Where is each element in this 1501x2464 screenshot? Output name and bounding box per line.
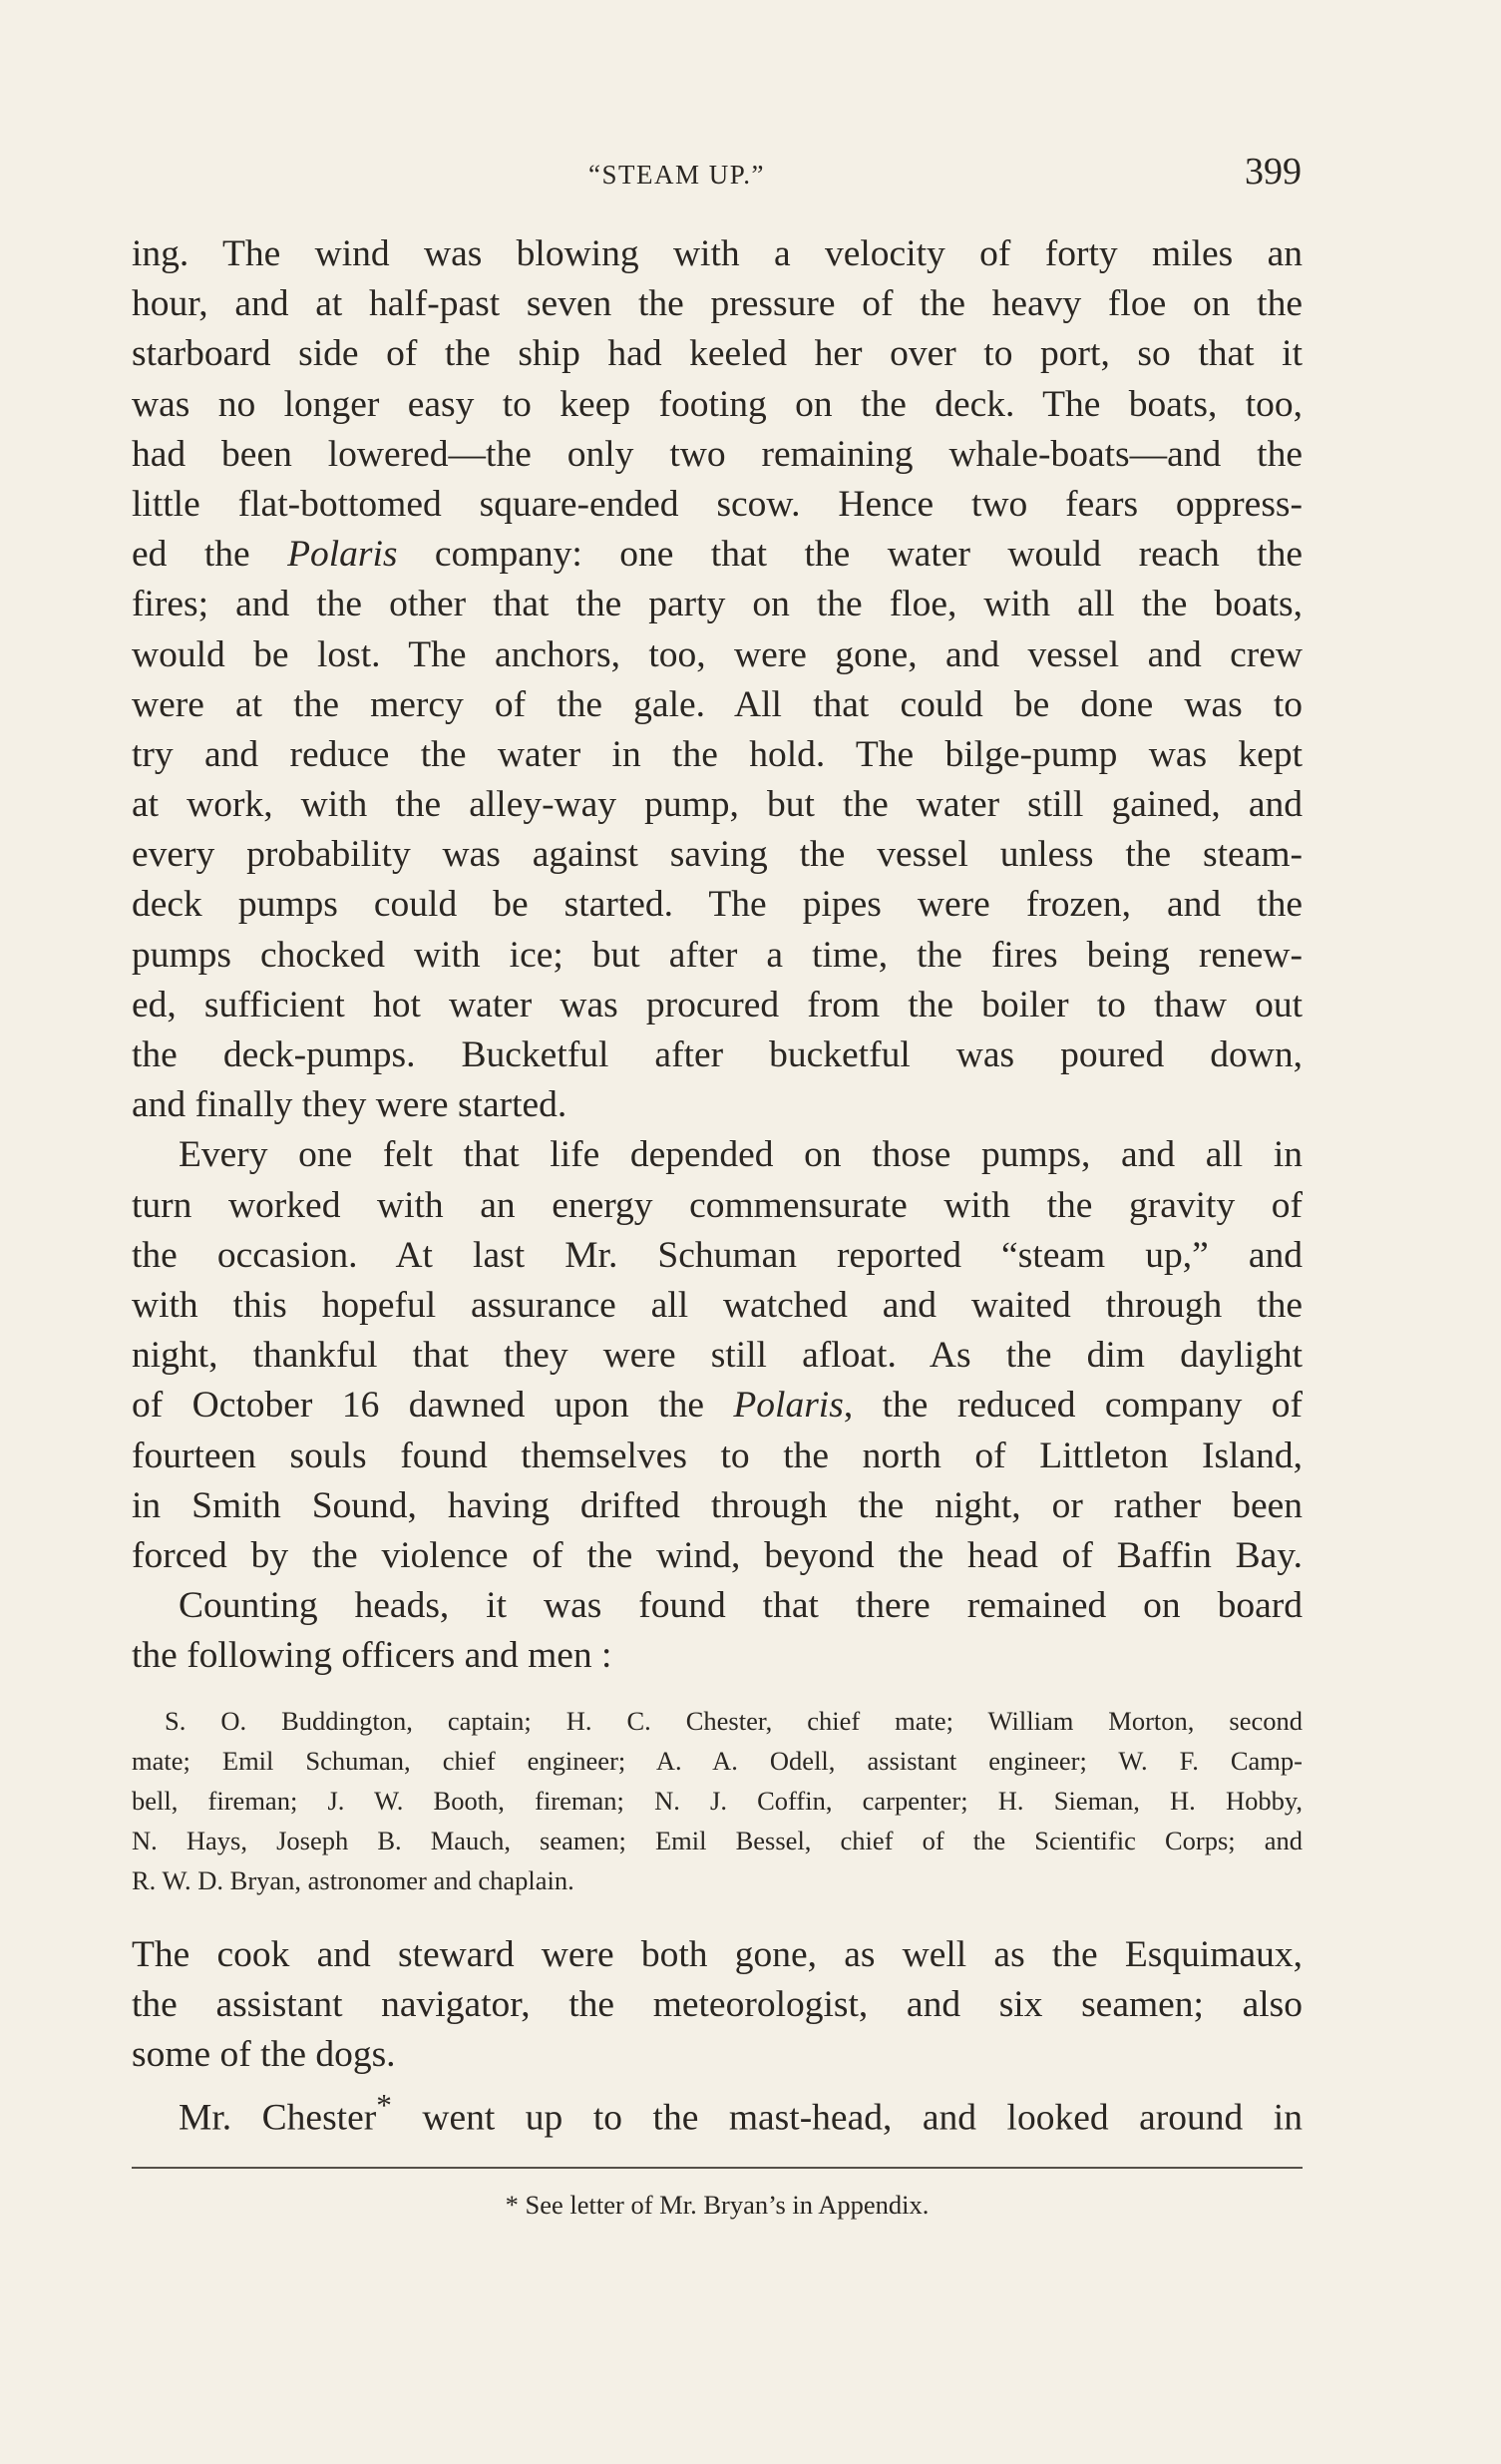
- text-line: starboard side of the ship had keeled her over to port, so that it: [132, 333, 1303, 375]
- text-line: The cook and steward were both gone, as well as the Esquimaux,: [132, 1934, 1303, 1975]
- text-line: turn worked with an energy commensurate with the gravity of: [132, 1184, 1303, 1226]
- ship-name: Polaris: [733, 1385, 844, 1427]
- closing-text: [132, 1930, 1303, 2139]
- text-line: fires; and the other that the party on the floe, with all the boats,: [132, 584, 1303, 625]
- main-text: [132, 229, 1303, 1681]
- text-line: with this hopeful assurance all watched and waited through the: [132, 1284, 1303, 1326]
- text-line: the occasion. At last Mr. Schuman reported “steam up,” and: [132, 1234, 1303, 1276]
- text-segment: Mr. Chester: [179, 2097, 377, 2139]
- roster-line: bell, fireman; J. W. Booth, fireman; N. J. Coffin, carpenter; H. Sieman, H. Hobby,: [132, 1786, 1303, 1816]
- running-title: “STEAM UP.”: [588, 160, 765, 190]
- ship-name: Polaris: [287, 534, 398, 576]
- text-line: the following officers and men :: [132, 1635, 612, 1677]
- text-line: the deck-pumps. Bucketful after bucketful was poured down,: [132, 1034, 1303, 1075]
- footnote-divider: [132, 2167, 1303, 2169]
- text-line: every probability was against saving the vessel unless the steam-: [132, 834, 1303, 876]
- text-segment: ed the: [132, 534, 288, 576]
- page-header: [588, 150, 1302, 200]
- roster-line: N. Hays, Joseph B. Mauch, seamen; Emil Bessel, chief of the Scientific Corps; and: [132, 1826, 1303, 1855]
- text-line: at work, with the alley-way pump, but the water still gained, and: [132, 784, 1303, 826]
- text-line: Counting heads, it was found that there remained on board: [179, 1585, 1303, 1627]
- text-line: some of the dogs.: [132, 2034, 396, 2076]
- text-line: would be lost. The anchors, too, were gone, and vessel and crew: [132, 633, 1303, 675]
- text-line: [132, 530, 1303, 580]
- text-line: were at the mercy of the gale. All that could be done was to: [132, 683, 1303, 725]
- footnote-marker: *: [376, 2087, 392, 2123]
- text-line: in Smith Sound, having drifted through the night, or rather been: [132, 1484, 1303, 1526]
- text-line: Every one felt that life depended on those pumps, and all in: [179, 1134, 1303, 1176]
- text-line: pumps chocked with ice; but after a time, the fires being renew-: [132, 934, 1303, 976]
- text-segment: company: one that the water would reach the: [397, 534, 1303, 576]
- text-line: and finally they were started.: [132, 1084, 567, 1126]
- text-segment: , the reduced company of: [843, 1385, 1304, 1427]
- text-line: deck pumps could be started. The pipes were frozen, and the: [132, 884, 1303, 926]
- text-line: night, thankful that they were still afloat. As the dim daylight: [132, 1335, 1303, 1377]
- text-line: had been lowered—the only two remaining whale-boats—and the: [132, 433, 1303, 475]
- text-line: [132, 1381, 1303, 1431]
- footnote: * See letter of Mr. Bryan’s in Appendix.: [505, 2190, 930, 2220]
- roster-line: mate; Emil Schuman, chief engineer; A. A. Odell, assistant engineer; W. F. Camp-: [132, 1746, 1303, 1776]
- roster-line: S. O. Buddington, captain; H. C. Chester, chief mate; William Morton, second: [165, 1706, 1303, 1736]
- text-line: ing. The wind was blowing with a velocity of forty miles an: [132, 233, 1303, 274]
- text-line: ed, sufficient hot water was procured from the boiler to thaw out: [132, 984, 1303, 1026]
- crew-roster: [132, 1701, 1303, 1900]
- text-segment: went up to the mast-head, and looked around in: [391, 2097, 1303, 2139]
- text-segment: of October 16 dawned upon the: [132, 1385, 734, 1427]
- text-line: try and reduce the water in the hold. The bilge-pump was kept: [132, 733, 1303, 775]
- text-line: forced by the violence of the wind, beyond the head of Baffin Bay.: [132, 1534, 1303, 1576]
- text-line: little flat-bottomed square-ended scow. Hence two fears oppress-: [132, 483, 1303, 525]
- text-line: the assistant navigator, the meteorologist, and six seamen; also: [132, 1984, 1303, 2026]
- roster-line: R. W. D. Bryan, astronomer and chaplain.: [132, 1865, 574, 1895]
- text-line: was no longer easy to keep footing on the deck. The boats, too,: [132, 383, 1303, 425]
- page-number: 399: [1245, 151, 1302, 193]
- text-line: fourteen souls found themselves to the north of Littleton Island,: [132, 1435, 1303, 1476]
- text-line: hour, and at half-past seven the pressure of the heavy floe on the: [132, 283, 1303, 325]
- text-line: [132, 2081, 1303, 2139]
